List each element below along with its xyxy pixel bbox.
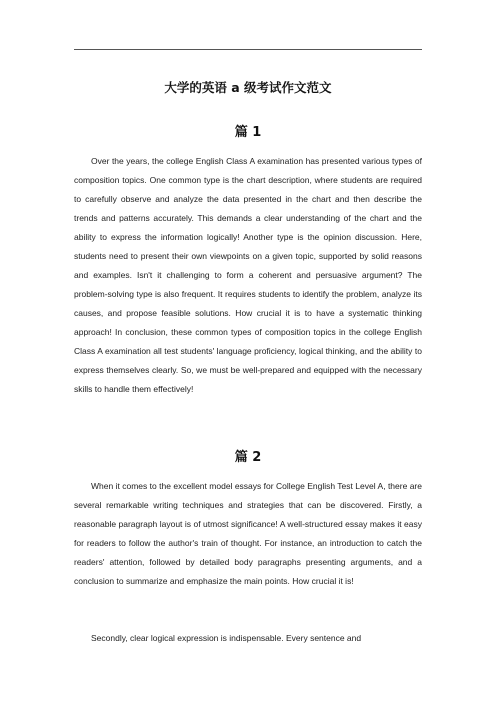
header-rule [74, 49, 422, 50]
document-title: 大学的英语 a 级考试作文范文 [164, 80, 332, 95]
section-heading-2: 篇 2 [234, 450, 262, 465]
section-heading-1: 篇 1 [234, 125, 262, 140]
section-2-paragraph-2: Secondly, clear logical expression is indispensable. Every sentence and [91, 633, 362, 643]
section-1-paragraph: Over the years, the college English Class A examination has presented various types of composition topics. One common type is the chart description, where students are required to carefully observe and analyze the data presented in the chart and then describe the trends and patterns accurately. This demands a clear understanding of the chart and the ability to express the information logically! Another type is the opinion discussion. Here, students need to present their own viewpoints on a given topic, supported by solid reasons and examples. Isn't it challenging to form a coherent and persuasive argument? The problem-solving type is also frequent. It requires students to identify the problem, analyze its causes, and propose feasible solutions. How crucial it is to have a systematic thinking approach! In conclusion, these common types of composition topics in the college English Class A examination all test students' language proficiency, logical thinking, and the ability to express themselves clearly. So, we must be well-prepared and equipped with the necessary skills to handle them effectively! [74, 156, 422, 394]
section-2-paragraph-1: When it comes to the excellent model essays for College English Test Level A, there are several remarkable writing techniques and strategies that can be discovered. Firstly, a reasonable paragraph layout is of utmost significance! A well-structured essay makes it easy for readers to follow the author's train of thought. For instance, an introduction to catch the readers' attention, followed by detailed body paragraphs presenting arguments, and a conclusion to summarize and emphasize the main points. How crucial it is! [74, 481, 422, 586]
